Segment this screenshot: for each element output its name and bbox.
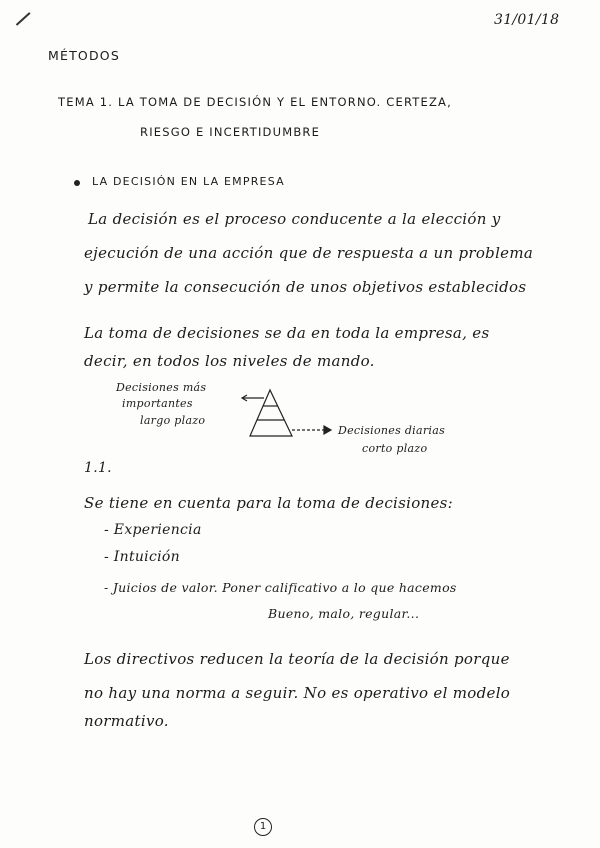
- list-dash: -: [104, 522, 110, 538]
- diagram-left-label-line3: largo plazo: [140, 414, 206, 427]
- paragraph3-line1: Los directivos reducen la teoría de la decisión porque: [84, 650, 510, 668]
- list-item: [104, 549, 180, 565]
- paragraph3-line2: no hay una norma a seguir. No es operativo el modelo: [84, 684, 511, 702]
- pyramid-diagram: [228, 384, 340, 440]
- date: 31/01/18: [494, 12, 560, 28]
- list-item-text: Experiencia: [113, 522, 202, 538]
- paragraph1-line3: y permite la consecución de unos objetivos establecidos: [84, 278, 527, 296]
- subsection-number: 1.1.: [84, 460, 112, 476]
- paragraph3-line3: normativo.: [84, 712, 169, 730]
- diagram-left-label-line2: importantes: [122, 397, 193, 410]
- course-title: MÉTODOS: [48, 48, 120, 63]
- topic-title-line1: TEMA 1. LA TOMA DE DECISIÓN Y EL ENTORNO. CERTEZA,: [58, 95, 452, 109]
- list-item-continuation: Bueno, malo, regular...: [268, 606, 420, 621]
- list-item-text: Juicios de valor. Poner calificativo a lo que hacemos: [112, 580, 457, 595]
- diagram-right-label-line1: Decisiones diarias: [338, 424, 446, 437]
- list-item: [104, 580, 457, 595]
- list-dash: -: [104, 549, 110, 565]
- topic-title-line2: RIESGO E INCERTIDUMBRE: [140, 125, 321, 139]
- paragraph2-line1: La toma de decisiones se da en toda la empresa, es: [84, 324, 490, 342]
- subsection-intro: Se tiene en cuenta para la toma de decisiones:: [84, 494, 454, 512]
- section-heading: LA DECISIÓN EN LA EMPRESA: [92, 175, 285, 188]
- pyramid-outline: [250, 390, 292, 436]
- page-number: 1: [254, 818, 272, 836]
- list-item-text: Intuición: [113, 549, 180, 565]
- diagram-left-label-line1: Decisiones más: [116, 381, 207, 394]
- bullet-icon: [74, 180, 80, 186]
- list-dash: -: [104, 580, 109, 595]
- pencil-stroke-mark: [16, 12, 30, 25]
- arrow-right-icon: [324, 426, 331, 434]
- list-item: [104, 522, 202, 538]
- diagram-right-label-line2: corto plazo: [362, 442, 428, 455]
- paragraph2-line2: decir, en todos los niveles de mando.: [84, 352, 375, 370]
- paragraph1-line2: ejecución de una acción que de respuesta a un problema: [84, 244, 534, 262]
- paragraph1-line1: La decisión es el proceso conducente a la elección y: [88, 210, 501, 228]
